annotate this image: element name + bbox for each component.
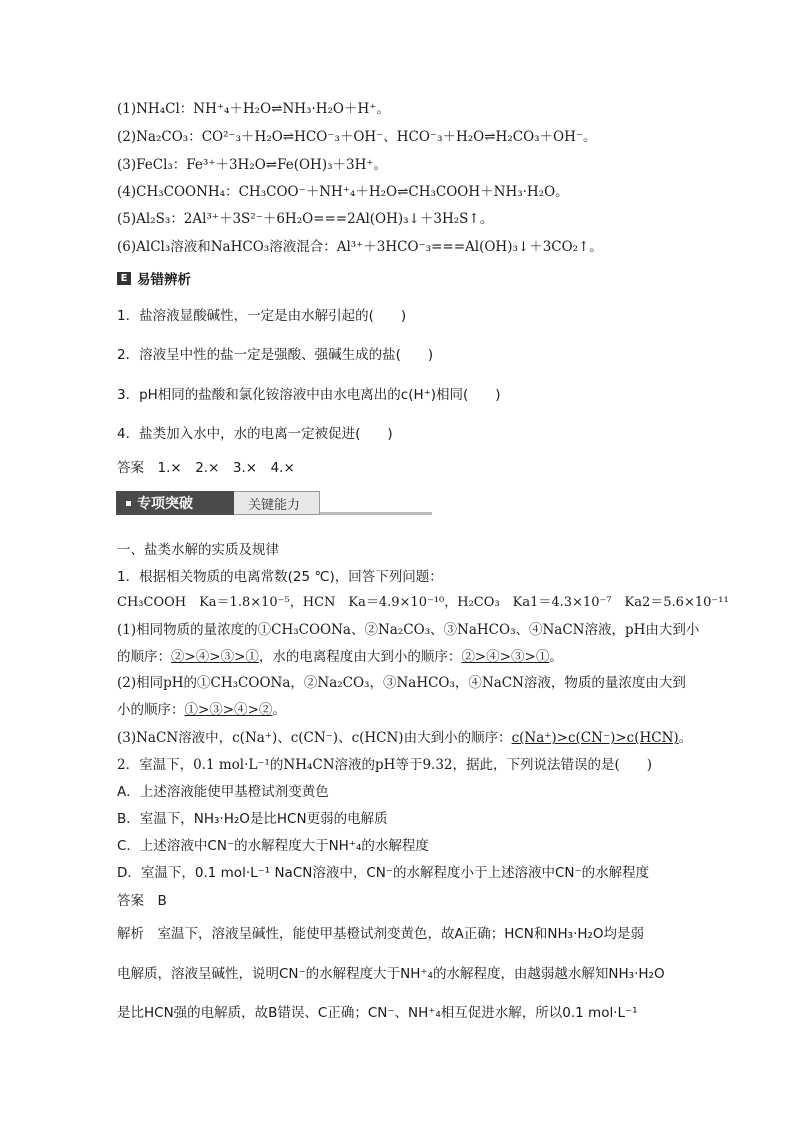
error-item: 4．盐类加入水中，水的电离一定被促进( ) [117, 426, 393, 442]
subquestion-line [117, 726, 692, 746]
error-item: 2．溶液呈中性的盐一定是强酸、强碱生成的盐( ) [117, 347, 434, 363]
text-fragment: (3)NaCN溶液中，c(Na⁺)、c(CN⁻)、c(HCN)由大到小的顺序： [117, 730, 512, 746]
option-item: A．上述溶液能使甲基橙试剂变黄色 [117, 784, 329, 800]
equation-line: (2)Na₂CO₃：CO²⁻₃＋H₂O⇌HCO⁻₃＋OH⁻、HCO⁻₃＋H₂O⇌H₂CO₃＋OH⁻。 [117, 129, 597, 145]
text-fragment: 。 [272, 702, 286, 718]
errors-answer: 答案 1.× 2.× 3.× 4.× [117, 460, 295, 476]
equation-line: (1)NH₄Cl：NH⁺₄＋H₂O⇌NH₃·H₂O＋H⁺。 [117, 101, 390, 117]
text-fragment: 。 [678, 730, 693, 746]
banner-main-label: 专项突破 [137, 496, 193, 512]
banner-square-icon [126, 501, 131, 506]
equation-line: (4)CH₃COONH₄：CH₃COO⁻＋NH⁺₄＋H₂O⇌CH₃COOH＋NH₃·H₂O。 [117, 184, 569, 200]
section-e-icon: E [117, 272, 131, 285]
subquestion-line: (1)相同物质的量浓度的①CH₃COONa、②Na₂CO₃、③NaHCO₃、④NaCN溶液，pH由大到小 [117, 622, 700, 638]
analysis-line: 电解质，溶液呈碱性，说明CN⁻的水解程度大于NH⁺₄的水解程度，由越弱越水解知NH₃·H₂O [117, 966, 665, 982]
text-fragment: 的顺序： [117, 649, 171, 665]
question-answer: 答案 B [117, 893, 167, 909]
section-banner [116, 491, 432, 515]
equation-line: (6)AlCl₃溶液和NaHCO₃溶液混合：Al³⁺＋3HCO⁻₃===Al(OH)₃↓＋3CO₂↑。 [117, 239, 603, 255]
answer-blank: c(Na⁺)>c(CN⁻)>c(HCN) [511, 730, 679, 746]
answer-blank: ①>③>④>② [184, 702, 273, 718]
constants-line: CH₃COOH Ka＝1.8×10⁻⁵，HCN Ka＝4.9×10⁻¹⁰，H₂CO₃ Ka1＝4.3×10⁻⁷ Ka2＝5.6×10⁻¹¹ [117, 595, 729, 610]
banner-divider [320, 491, 432, 515]
analysis-line: 解析 室温下，溶液呈碱性，能使甲基橙试剂变黄色，故A正确；HCN和NH₃·H₂O均是弱 [117, 926, 645, 942]
error-item: 3．pH相同的盐酸和氯化铵溶液中由水电离出的c(H⁺)相同( ) [117, 387, 501, 403]
equation-line: (5)Al₂S₃：2Al³⁺＋3S²⁻＋6H₂O===2Al(OH)₃↓＋3H₂S↑。 [117, 211, 494, 227]
answer-blank: ②>④>③>① [171, 649, 259, 665]
section-title: 一、盐类水解的实质及规律 [117, 542, 279, 558]
banner-main [116, 491, 234, 515]
option-item: B．室温下，NH₃·H₂O是比HCN更弱的电解质 [117, 811, 388, 827]
subquestion-line: (2)相同pH的①CH₃COONa，②Na₂CO₃，③NaHCO₃，④NaCN溶液，物质的量浓度由大到 [117, 675, 686, 691]
equation-line: (3)FeCl₃：Fe³⁺＋3H₂O⇌Fe(OH)₃＋3H⁺。 [117, 157, 387, 173]
subquestion-line [117, 698, 286, 718]
text-fragment: ，水的电离程度由大到小的顺序： [258, 649, 462, 665]
errors-section-title: 易错辨析 [137, 272, 191, 288]
errors-section-heading [117, 268, 191, 288]
answer-blank: ②>④>③>① [461, 649, 550, 665]
text-fragment: 小的顺序： [117, 702, 185, 718]
banner-sub-label: 关键能力 [234, 491, 320, 515]
option-item: D．室温下，0.1 mol·L⁻¹ NaCN溶液中，CN⁻的水解程度小于上述溶液中CN⁻的水解程度 [117, 865, 650, 881]
option-item: C．上述溶液中CN⁻的水解程度大于NH⁺₄的水解程度 [117, 838, 429, 854]
analysis-line: 是比HCN强的电解质，故B错误、C正确；CN⁻、NH⁺₄相互促进水解，所以0.1 mol·L⁻¹ [117, 1005, 638, 1021]
text-fragment: 。 [549, 649, 563, 665]
error-item: 1．盐溶液显酸碱性，一定是由水解引起的( ) [117, 308, 407, 324]
subquestion-line [117, 645, 563, 665]
question-stem: 2．室温下，0.1 mol·L⁻¹的NH₄CN溶液的pH等于9.32，据此，下列说法错误的是( ) [117, 757, 653, 773]
question-stem: 1．根据相关物质的电离常数(25 ℃)，回答下列问题： [117, 569, 443, 585]
